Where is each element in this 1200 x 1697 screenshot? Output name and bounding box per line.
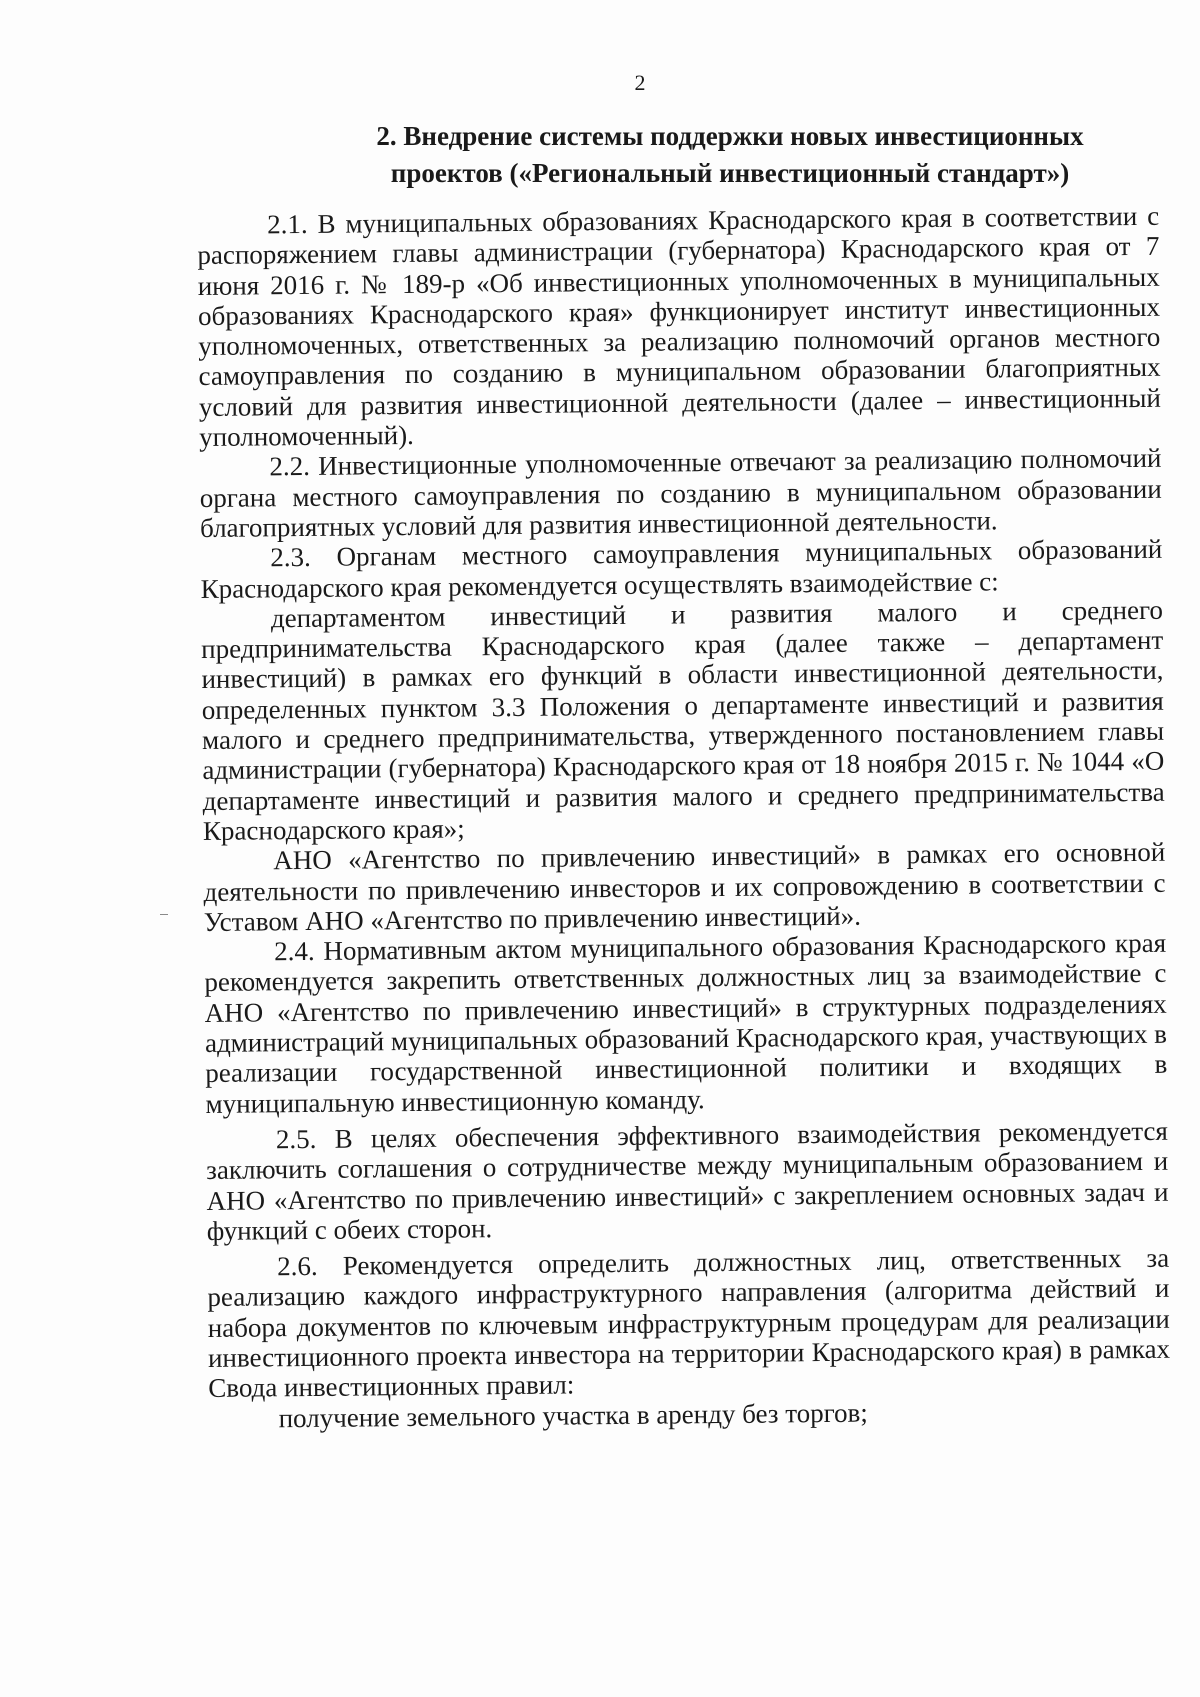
paragraph-2-4: 2.4. Нормативным актом муниципального образования Краснодарского края рекомендуется закрепить ответственных должностных лиц за взаимодействие с АНО «Агентство по привлечению инвестиций» в структурных подразделениях администраций муниципальных образований Краснодарского края, участвующих в реализации государственной инвестиционной политики и входящих в муниципальную инвестиционную команду.: [204, 927, 1168, 1119]
scan-artifact: [160, 914, 168, 915]
body-text: [197, 201, 1171, 1434]
list-item-agency: АНО «Агентство по привлечению инвестиций» в рамках его основной деятельности по привлечению инвесторов и их сопровождению в соответствии с Уставом АНО «Агентство по привлечению инвестиций».: [203, 836, 1166, 937]
paragraph-2-5: 2.5. В целях обеспечения эффективного взаимодействия рекомендуется заключить соглашения о сотрудничестве между муниципальным образованием и АНО «Агентство по привлечению инвестиций» с закреплением основных задач и функций с обеих сторон.: [206, 1115, 1169, 1246]
page-number: 2: [634, 70, 646, 95]
list-item-land-lease: получение земельного участка в аренду без торгов;: [278, 1397, 868, 1433]
paragraph-2-6: 2.6. Рекомендуется определить должностных лиц, ответственных за реализацию каждого инфраструктурного направления (алгоритма действий и набора документов по ключевым инфраструктурным процедурам для реализации инвестиционного проекта инвестора на территории Краснодарского края) в рамках Свода инвестиционных правил:: [207, 1242, 1171, 1404]
section-heading: [260, 118, 1200, 192]
section-heading-line: проектов («Региональный инвестиционный стандарт»): [390, 158, 1070, 188]
section-heading-line: 2. Внедрение системы поддержки новых инвестиционных: [376, 121, 1084, 151]
paragraph-2-3: 2.3. Органам местного самоуправления муниципальных образований Краснодарского края рекомендуется осуществлять взаимодействие с:: [200, 534, 1163, 604]
list-item-department: департаментом инвестиций и развития малого и среднего предпринимательства Краснодарского края (далее также – департамент инвестиций) в рамках его функций в области инвестиционной деятельности, определенных пунктом 3.3 Положения о департаменте инвестиций и развития малого и среднего предпринимательства, утвержденного постановлением главы администрации (губернатора) Краснодарского края от 18 ноября 2015 г. № 1044 «О департаменте инвестиций и развития малого и среднего предпринимательства Краснодарского края»;: [201, 594, 1165, 846]
paragraph-2-1: 2.1. В муниципальных образованиях Краснодарского края в соответствии с распоряжением главы администрации (губернатора) Краснодарского края от 7 июня 2016 г. № 189-р «Об инвестиционных уполномоченных в муниципальных образованиях Краснодарского края» функционирует институт инвестиционных уполномоченных, ответственных за реализацию полномочий органов местного самоуправления по созданию в муниципальном образовании благоприятных условий для развития инвестиционной деятельности (далее – инвестиционный уполномоченный).: [197, 200, 1161, 453]
paragraph-2-2: 2.2. Инвестиционные уполномоченные отвечают за реализацию полномочий органа местного самоуправления по созданию в муниципальном образовании благоприятных условий для развития инвестиционной деятельности.: [199, 443, 1162, 543]
